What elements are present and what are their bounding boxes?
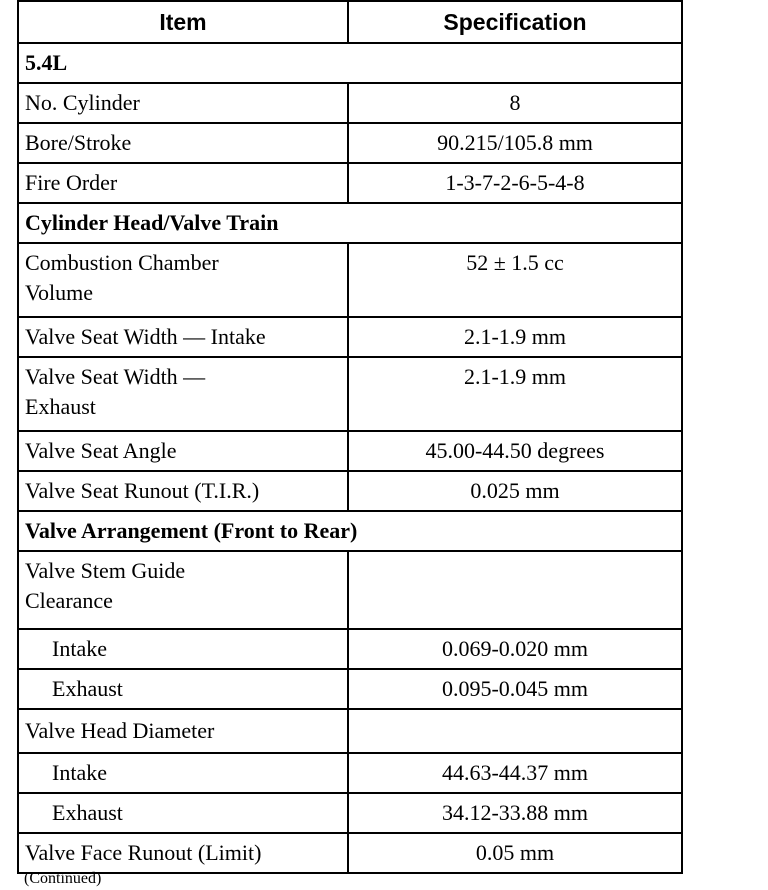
item-cell: No. Cylinder [18, 83, 348, 123]
table-row [18, 629, 682, 669]
item-cell: Valve Seat Width — Intake [18, 317, 348, 357]
item-cell [18, 551, 348, 629]
spec-cell: 45.00-44.50 degrees [348, 431, 682, 471]
section-row [18, 203, 682, 243]
table-row [18, 669, 682, 709]
table-row [18, 83, 682, 123]
section-cylinder-head: Cylinder Head/Valve Train [18, 203, 682, 243]
item-cell: Exhaust [18, 793, 348, 833]
item-cell: Intake [18, 753, 348, 793]
table-row [18, 793, 682, 833]
table-row [18, 317, 682, 357]
item-cell: Exhaust [18, 669, 348, 709]
table-row [18, 357, 682, 431]
table-row [18, 551, 682, 629]
item-cell: Fire Order [18, 163, 348, 203]
item-cell [18, 243, 348, 317]
table-row [18, 431, 682, 471]
item-line: Valve Stem Guide [25, 558, 186, 583]
spec-cell: 90.215/105.8 mm [348, 123, 682, 163]
item-line: Clearance [25, 588, 113, 613]
spec-cell: 44.63-44.37 mm [348, 753, 682, 793]
spec-cell: 2.1-1.9 mm [348, 317, 682, 357]
spec-cell: 0.095-0.045 mm [348, 669, 682, 709]
spec-cell: 52 ± 1.5 cc [348, 243, 682, 317]
section-5-4l: 5.4L [18, 43, 682, 83]
item-cell: Bore/Stroke [18, 123, 348, 163]
item-cell: Valve Seat Runout (T.I.R.) [18, 471, 348, 511]
spec-cell: 0.025 mm [348, 471, 682, 511]
continued-note: (Continued) [24, 870, 102, 887]
spec-cell: 2.1-1.9 mm [348, 357, 682, 431]
spec-cell: 8 [348, 83, 682, 123]
section-valve-arrangement: Valve Arrangement (Front to Rear) [18, 511, 682, 551]
item-cell: Intake [18, 629, 348, 669]
item-cell: Valve Head Diameter [18, 709, 348, 753]
header-specification: Specification [348, 1, 682, 43]
item-line: Valve Seat Width — [25, 364, 206, 389]
spec-cell: 0.05 mm [348, 833, 682, 873]
spec-cell [348, 709, 682, 753]
spec-cell [348, 551, 682, 629]
item-cell [18, 357, 348, 431]
spec-cell: 1-3-7-2-6-5-4-8 [348, 163, 682, 203]
header-item: Item [18, 1, 348, 43]
section-row [18, 511, 682, 551]
table-row [18, 709, 682, 753]
item-line: Combustion Chamber [25, 250, 219, 275]
spec-cell: 34.12-33.88 mm [348, 793, 682, 833]
table-row [18, 163, 682, 203]
item-line: Exhaust [25, 394, 96, 419]
table-row [18, 243, 682, 317]
spec-cell: 0.069-0.020 mm [348, 629, 682, 669]
spec-table [17, 0, 683, 874]
item-cell: Valve Face Runout (Limit) [18, 833, 348, 873]
section-row [18, 43, 682, 83]
table-row [18, 471, 682, 511]
table-row [18, 833, 682, 873]
header-row [18, 1, 682, 43]
item-cell: Valve Seat Angle [18, 431, 348, 471]
table-row [18, 753, 682, 793]
table-row [18, 123, 682, 163]
item-line: Volume [25, 280, 94, 305]
